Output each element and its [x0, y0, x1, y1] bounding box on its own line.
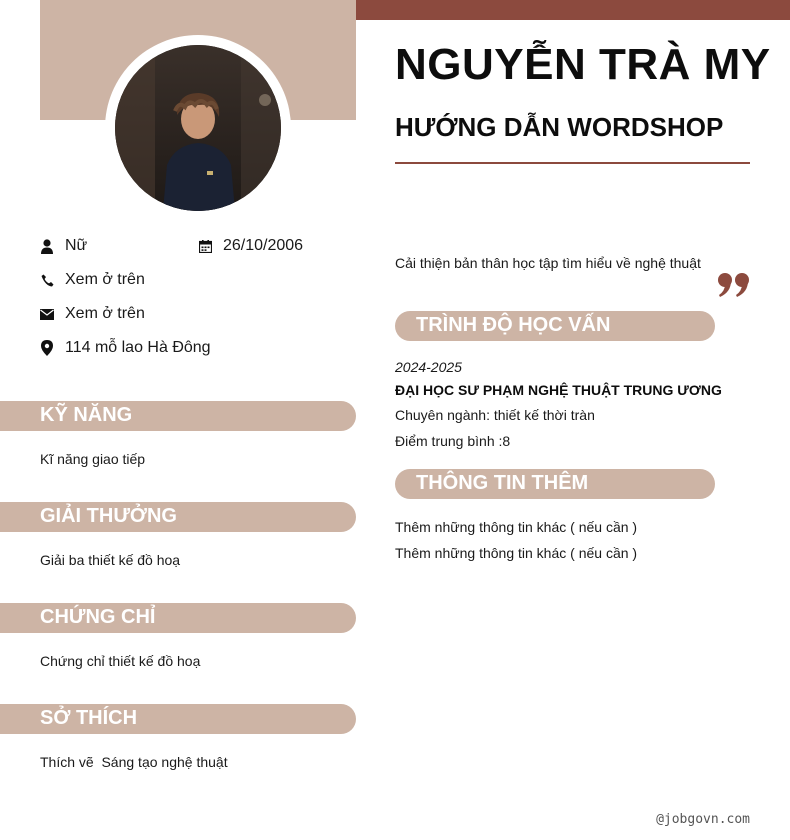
email-row — [40, 305, 145, 323]
career-objective: Cải thiện bản thân học tập tìm hiểu về nghệ thuật — [395, 255, 701, 271]
gender-value: Nữ — [65, 237, 88, 254]
avatar-photo — [115, 45, 281, 211]
additional-line: Thêm những thông tin khác ( nếu cần ) — [395, 545, 638, 561]
full-name: NGUYỄN TRÀ MY — [395, 40, 771, 89]
education-major: Chuyên ngành: thiết kế thời tràn — [395, 407, 595, 423]
education-gpa: Điểm trung bình :8 — [395, 433, 511, 449]
header-accent-bar — [356, 0, 790, 20]
additional-line: Thêm những thông tin khác ( nếu cần ) — [395, 519, 638, 535]
certificates-text: Chứng chỉ thiết kế đồ hoạ — [40, 653, 201, 669]
address-row — [40, 339, 211, 357]
hobbies-text: Thích vẽ Sáng tạo nghệ thuật — [40, 754, 228, 770]
phone-value: Xem ở trên — [65, 271, 145, 288]
additional-title: THÔNG TIN THÊM — [416, 472, 589, 494]
education-title: TRÌNH ĐỘ HỌC VẤN — [416, 314, 611, 336]
phone-icon — [40, 272, 54, 288]
birthday-value: 26/10/2006 — [223, 237, 304, 254]
skills-text: Kĩ năng giao tiếp — [40, 451, 146, 467]
title-divider — [395, 162, 750, 164]
certificates-title: CHỨNG CHỈ — [40, 606, 156, 628]
education-school: ĐẠI HỌC SƯ PHẠM NGHỆ THUẬT TRUNG ƯƠNG — [395, 382, 722, 398]
hobbies-title: SỞ THÍCH — [40, 707, 138, 729]
awards-text: Giải ba thiết kế đồ hoạ — [40, 552, 181, 568]
quote-icon — [717, 272, 751, 298]
email-value: Xem ở trên — [65, 305, 145, 322]
job-title: HƯỚNG DẪN WORDSHOP — [395, 112, 724, 142]
education-period: 2024-2025 — [395, 359, 462, 375]
birthday-row — [198, 237, 303, 255]
user-icon — [40, 238, 54, 254]
awards-title: GIẢI THƯỞNG — [40, 505, 177, 527]
envelope-icon — [40, 306, 54, 322]
map-pin-icon — [40, 340, 54, 356]
site-watermark: @jobgovn.com — [656, 812, 750, 827]
gender-row — [40, 237, 87, 255]
address-value: 114 mỗ lao Hà Đông — [65, 339, 211, 356]
calendar-icon — [198, 238, 212, 254]
phone-row — [40, 271, 145, 289]
avatar — [115, 45, 281, 211]
skills-title: KỸ NĂNG — [40, 404, 133, 426]
